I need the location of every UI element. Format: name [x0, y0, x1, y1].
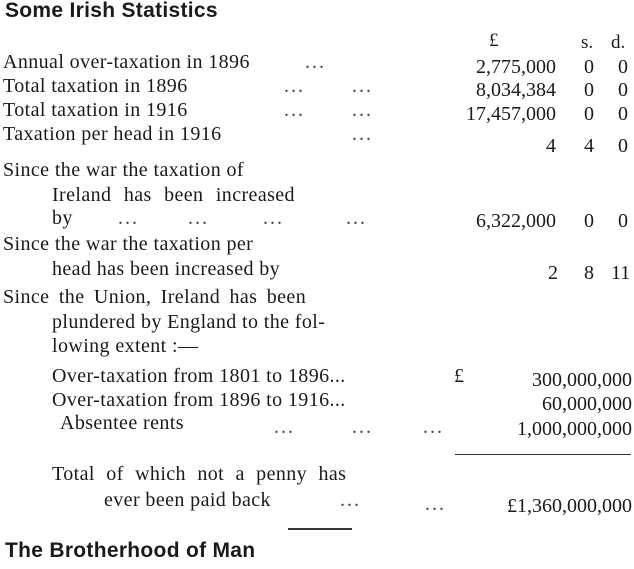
pence-value: 0 [618, 210, 628, 232]
leader-dots: ... [352, 75, 373, 97]
section-divider [288, 528, 352, 530]
union-intro-line: lowing extent :— [52, 335, 199, 357]
pence-value: 0 [618, 135, 628, 157]
pence-value: 0 [618, 56, 628, 78]
page-title: Some Irish Statistics [5, 0, 218, 22]
sum-rule [455, 454, 631, 455]
pounds-value: 2,775,000 [476, 56, 556, 78]
union-item-amount: 1,000,000,000 [517, 418, 632, 440]
pence-column-header: d. [611, 32, 626, 53]
leader-dots: ... [352, 99, 373, 121]
leader-dots: ... [305, 51, 326, 73]
leader-dots: ... [274, 416, 295, 438]
shillings-value: 0 [584, 56, 594, 78]
shillings-value: 0 [584, 210, 594, 232]
row-label-line: by [52, 207, 73, 229]
shillings-value: 0 [584, 79, 594, 101]
leader-dots: ... [118, 207, 139, 229]
leader-dots: ... [423, 416, 444, 438]
pence-value: 0 [618, 79, 628, 101]
union-item-label: Over-taxation from 1896 to 1916... [52, 389, 346, 411]
pounds-value: 6,322,000 [476, 210, 556, 232]
pounds-value: 8,034,384 [476, 79, 556, 101]
leader-dots: ... [263, 207, 284, 229]
leader-dots: ... [352, 123, 373, 145]
row-label-line: Since the war the taxation of [3, 159, 244, 181]
total-label-line: ever been paid back [104, 489, 271, 511]
union-intro-line: Since the Union, Ireland has been [3, 286, 307, 308]
row-label-line: head has been increased by [52, 258, 281, 280]
leader-dots: ... [346, 207, 367, 229]
union-item-amount: 60,000,000 [542, 393, 632, 415]
next-section-title: The Brotherhood of Man [5, 539, 256, 562]
shillings-value: 4 [584, 135, 594, 157]
leader-dots: ... [284, 99, 305, 121]
leader-dots: ... [340, 489, 361, 511]
union-item-currency: £ [454, 365, 465, 387]
pounds-value: 2 [548, 262, 558, 284]
total-label-line: Total of which not a penny has [52, 463, 347, 485]
shillings-value: 8 [584, 262, 594, 284]
shillings-column-header: s. [581, 32, 594, 53]
union-item-label: Over-taxation from 1801 to 1896... [52, 365, 346, 387]
row-label: Total taxation in 1916 [3, 99, 188, 121]
leader-dots: ... [352, 416, 373, 438]
pence-value: 0 [618, 103, 628, 125]
row-label: Annual over-taxation in 1896 [3, 51, 250, 73]
pounds-column-header: £ [489, 30, 499, 51]
leader-dots: ... [425, 493, 446, 515]
shillings-value: 0 [584, 103, 594, 125]
row-label-line: Since the war the taxation per [3, 233, 254, 255]
union-item-label: Absentee rents [60, 412, 184, 434]
pence-value: 11 [611, 262, 631, 284]
total-amount: £1,360,000,000 [507, 495, 632, 517]
row-label-line: Ireland has been increased [52, 184, 295, 206]
leader-dots: ... [188, 207, 209, 229]
pounds-value: 17,457,000 [466, 103, 556, 125]
union-intro-line: plundered by England to the fol- [52, 311, 326, 333]
leader-dots: ... [284, 75, 305, 97]
pounds-value: 4 [546, 135, 556, 157]
row-label: Taxation per head in 1916 [3, 123, 222, 145]
row-label: Total taxation in 1896 [3, 75, 188, 97]
union-item-amount: 300,000,000 [532, 369, 632, 391]
